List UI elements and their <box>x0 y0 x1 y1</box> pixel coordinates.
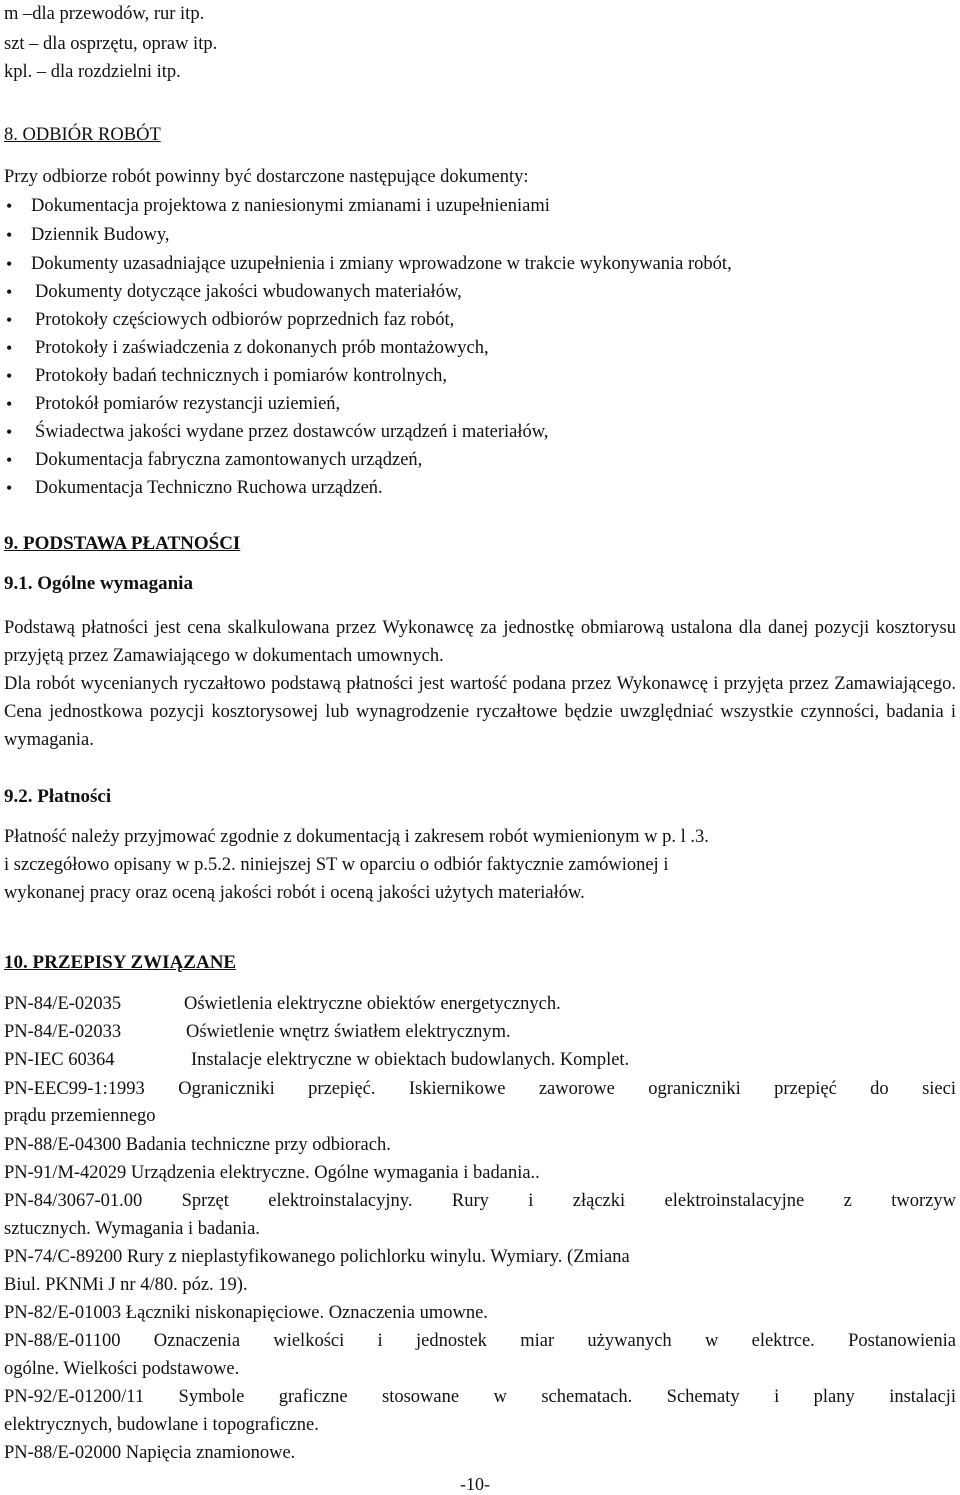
standard-row <box>4 993 561 1015</box>
list-item: Protokół pomiarów rezystancji uziemień, <box>35 394 341 414</box>
standard-row <box>4 1049 629 1071</box>
standard-row-line-1: PN-74/C-89200 Rury z nieplastyfikowanego polichlorku winylu. Wymiary. (Zmiana <box>4 1247 630 1267</box>
unit-line-kpl: kpl. – dla rozdzielni itp. <box>4 62 181 82</box>
standard-row-line-2: elektrycznych, budowlane i topograficzne. <box>4 1415 319 1435</box>
bullet-icon: • <box>6 394 13 414</box>
unit-line-m: m –dla przewodów, rur itp. <box>4 4 205 24</box>
standard-row-line-1: PN-84/3067-01.00 Sprzęt elektroinstalacyjny. Rury i złączki elektroinstalacyjne z tworzyw <box>4 1191 956 1211</box>
standard-title: Instalacje elektryczne w obiektach budowlanych. Komplet. <box>191 1050 630 1070</box>
section-9-2-line-1: Płatność należy przyjmować zgodnie z dokumentacją i zakresem robót wymienionym w p. l .3. <box>4 827 709 847</box>
standard-row-line-1: PN-92/E-01200/11 Symbole graficzne stosowane w schematach. Schematy i plany instalacji <box>4 1387 956 1407</box>
standard-row: PN-91/M-42029 Urządzenia elektryczne. Ogólne wymagania i badania.. <box>4 1163 540 1183</box>
list-item: Dokumentacja Techniczno Ruchowa urządzeń. <box>35 478 383 498</box>
bullet-icon: • <box>6 310 13 330</box>
standard-row: PN-82/E-01003 Łączniki niskonapięciowe. Oznaczenia umowne. <box>4 1303 488 1323</box>
standard-title: Oświetlenia elektryczne obiektów energetycznych. <box>184 994 561 1014</box>
standard-row-line-2: prądu przemiennego <box>4 1106 156 1126</box>
list-item: Dokumentacja projektowa z naniesionymi zmianami i uzupełnieniami <box>31 196 550 216</box>
bullet-icon: • <box>6 338 13 358</box>
bullet-icon: • <box>6 366 13 386</box>
section-9-1-title: 9.1. Ogólne wymagania <box>4 573 193 594</box>
standard-code: PN-84/E-02035 <box>4 994 122 1014</box>
section-9-1-paragraph-1: Podstawą płatności jest cena skalkulowana przez Wykonawcę za jednostkę obmiarową ustalona dla danej pozycji kosztorysu przyjętą przez Zamawiającego w dokumentach umownych. <box>4 618 956 666</box>
section-9-2-line-2: i szczegółowo opisany w p.5.2. niniejszej ST w oparciu o odbiór faktycznie zamówionej i <box>4 855 669 875</box>
list-item: Protokoły i zaświadczenia z dokonanych prób montażowych, <box>35 338 489 358</box>
list-item: Dokumenty dotyczące jakości wbudowanych materiałów, <box>35 282 462 302</box>
standard-row-line-1: PN-88/E-01100 Oznaczenia wielkości i jednostek miar używanych w elektrce. Postanowienia <box>4 1331 956 1351</box>
bullet-icon: • <box>6 225 13 245</box>
list-item: Dziennik Budowy, <box>31 225 170 245</box>
standard-row-line-2: ogólne. Wielkości podstawowe. <box>4 1359 240 1379</box>
standard-row-line-2: sztucznych. Wymagania i badania. <box>4 1219 260 1239</box>
section-9-2-title: 9.2. Płatności <box>4 786 112 807</box>
bullet-icon: • <box>6 254 13 274</box>
bullet-icon: • <box>6 282 13 302</box>
standard-row: PN-88/E-02000 Napięcia znamionowe. <box>4 1443 296 1463</box>
section-9-2-line-3: wykonanej pracy oraz oceną jakości robót i oceną jakości użytych materiałów. <box>4 883 585 903</box>
standard-row-line-1: PN-EEC99-1:1993 Ograniczniki przepięć. Iskiernikowe zaworowe ograniczniki przepięć do sieci <box>4 1079 956 1099</box>
standard-code: PN-IEC 60364 <box>4 1050 115 1070</box>
section-9-1-paragraph-2: Dla robót wycenianych ryczałtowo podstawą płatności jest wartość podana przez Wykonawcę i przyjęta przez Zamawiającego. Cena jednostkowa pozycji kosztorysowej lub wynagrodzenie ryczałtowe będzie uwzględniać wszystkie czynności, badania i wymagania. <box>4 674 956 750</box>
list-item: Dokumenty uzasadniające uzupełnienia i zmiany wprowadzone w trakcie wykonywania robót, <box>31 254 732 274</box>
section-8-title: 8. ODBIÓR ROBÓT <box>4 125 161 145</box>
bullet-icon: • <box>6 196 13 216</box>
standard-row-line-2: Biul. PKNMi J nr 4/80. póz. 19). <box>4 1275 248 1295</box>
list-item: Protokoły częściowych odbiorów poprzednich faz robót, <box>35 310 455 330</box>
list-item: Dokumentacja fabryczna zamontowanych urządzeń, <box>35 450 423 470</box>
unit-line-szt: szt – dla osprzętu, opraw itp. <box>4 34 218 54</box>
section-10-title: 10. PRZEPISY ZWIĄZANE <box>4 952 237 973</box>
standard-title: Oświetlenie wnętrz światłem elektrycznym. <box>186 1022 511 1042</box>
section-9-title: 9. PODSTAWA PŁATNOŚCI <box>4 533 241 554</box>
standard-row: PN-88/E-04300 Badania techniczne przy odbiorach. <box>4 1135 391 1155</box>
page-number: -10- <box>460 1474 490 1494</box>
bullet-icon: • <box>6 478 13 498</box>
bullet-icon: • <box>6 450 13 470</box>
bullet-icon: • <box>6 422 13 442</box>
standard-code: PN-84/E-02033 <box>4 1022 122 1042</box>
section-8-intro: Przy odbiorze robót powinny być dostarczone następujące dokumenty: <box>4 167 529 187</box>
standard-row <box>4 1021 511 1043</box>
list-item: Świadectwa jakości wydane przez dostawców urządzeń i materiałów, <box>35 422 549 442</box>
list-item: Protokoły badań technicznych i pomiarów kontrolnych, <box>35 366 448 386</box>
